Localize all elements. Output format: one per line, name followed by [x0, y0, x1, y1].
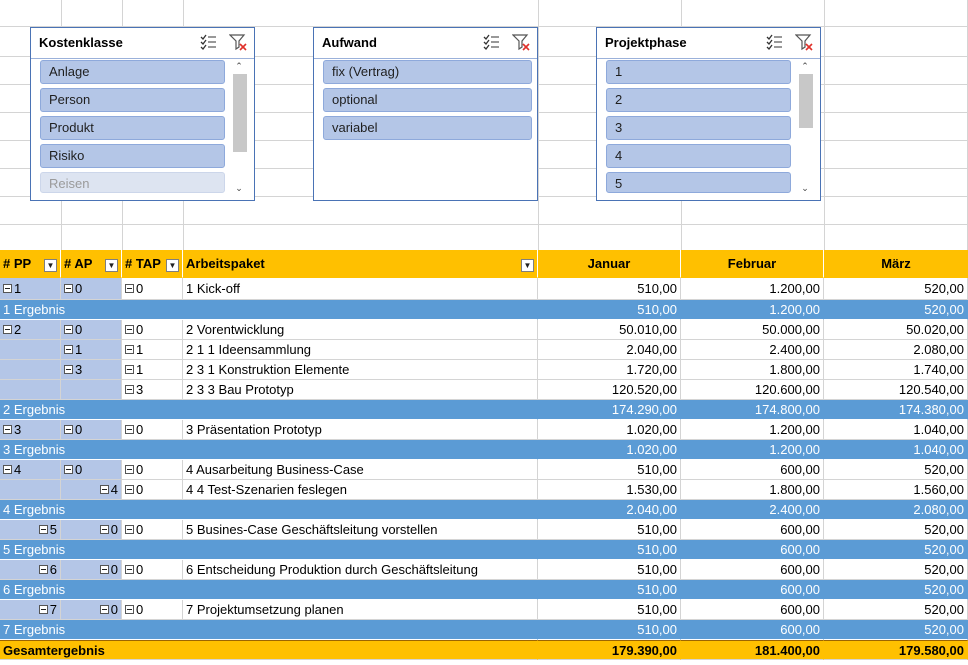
table-row	[0, 380, 968, 400]
subtotal-row	[0, 300, 968, 320]
row-value-feb: 600,00	[681, 600, 824, 620]
collapse-icon[interactable]	[125, 385, 134, 394]
clear-filter-icon[interactable]	[795, 33, 813, 51]
collapse-icon[interactable]	[100, 565, 109, 574]
row-ap-value: 0	[75, 281, 83, 296]
subtotal-mar: 2.080,00	[824, 500, 968, 520]
row-pp-cell[interactable]	[0, 278, 61, 300]
row-ap-cell[interactable]	[61, 420, 122, 440]
slicer-item-4[interactable]: 4	[606, 144, 791, 168]
subtotal-row	[0, 580, 968, 600]
collapse-icon[interactable]	[64, 325, 73, 334]
row-tap-value: 0	[136, 462, 144, 477]
subtotal-mar: 1.040,00	[824, 440, 968, 460]
subtotal-label: 1 Ergebnis	[0, 300, 538, 320]
row-ap-value: 0	[110, 522, 118, 537]
collapse-icon[interactable]	[64, 365, 73, 374]
subtotal-jan: 1.020,00	[538, 440, 681, 460]
table-row	[0, 360, 968, 380]
row-value-mar: 2.080,00	[824, 340, 968, 360]
collapse-icon[interactable]	[125, 485, 134, 494]
row-tap-value: 0	[136, 322, 144, 337]
row-value-feb: 50.000,00	[681, 320, 824, 340]
collapse-icon[interactable]	[125, 565, 134, 574]
table-row	[0, 520, 968, 540]
row-value-mar: 520,00	[824, 278, 968, 300]
row-arbeitspaket: 2 1 1 Ideensammlung	[183, 340, 538, 360]
filter-dropdown-icon[interactable]: ▼	[105, 259, 118, 272]
header-pp[interactable]	[0, 250, 61, 278]
subtotal-row	[0, 440, 968, 460]
subtotal-mar: 520,00	[824, 580, 968, 600]
subtotal-label: 5 Ergebnis	[0, 540, 538, 560]
row-arbeitspaket: 1 Kick-off	[183, 278, 538, 300]
filter-dropdown-icon[interactable]: ▼	[44, 259, 57, 272]
row-value-jan: 2.040,00	[538, 340, 681, 360]
row-value-jan: 1.720,00	[538, 360, 681, 380]
grand-total-label: Gesamtergebnis	[0, 640, 538, 660]
row-pp-cell[interactable]	[0, 340, 61, 360]
subtotal-feb: 2.400,00	[681, 500, 824, 520]
row-ap-cell[interactable]	[61, 340, 122, 360]
scroll-up-icon[interactable]: ⌃	[801, 61, 809, 71]
header-tap-label: # TAP	[125, 256, 161, 271]
row-tap-value: 0	[136, 281, 144, 296]
row-tap-cell[interactable]	[122, 380, 183, 400]
row-tap-value: 0	[136, 482, 144, 497]
header-tap[interactable]	[122, 250, 183, 278]
row-value-jan: 50.010,00	[538, 320, 681, 340]
slicer-item-produkt[interactable]: Produkt	[40, 116, 225, 140]
row-value-feb: 600,00	[681, 560, 824, 580]
subtotal-feb: 1.200,00	[681, 440, 824, 460]
row-arbeitspaket: 2 Vorentwicklung	[183, 320, 538, 340]
subtotal-jan: 510,00	[538, 300, 681, 320]
subtotal-feb: 174.800,00	[681, 400, 824, 420]
table-row	[0, 340, 968, 360]
row-ap-cell[interactable]	[61, 460, 122, 480]
row-value-feb: 1.800,00	[681, 360, 824, 380]
row-tap-cell[interactable]	[122, 320, 183, 340]
subtotal-feb: 600,00	[681, 580, 824, 600]
row-ap-cell[interactable]	[61, 600, 122, 620]
collapse-icon[interactable]	[3, 425, 12, 434]
row-value-jan: 120.520,00	[538, 380, 681, 400]
row-arbeitspaket: 3 Präsentation Prototyp	[183, 420, 538, 440]
filter-dropdown-icon[interactable]: ▼	[166, 259, 179, 272]
slicer-header	[314, 28, 537, 59]
row-arbeitspaket: 7 Projektumsetzung planen	[183, 600, 538, 620]
row-value-mar: 120.540,00	[824, 380, 968, 400]
row-arbeitspaket: 4 4 Test-Szenarien feslegen	[183, 480, 538, 500]
header-januar: Januar	[538, 250, 681, 278]
row-ap-cell[interactable]	[61, 380, 122, 400]
grand-total-mar: 179.580,00	[824, 640, 968, 660]
table-row	[0, 480, 968, 500]
row-tap-cell[interactable]	[122, 360, 183, 380]
scroll-down-icon[interactable]: ⌄	[801, 183, 809, 193]
grid-line	[824, 0, 825, 250]
grand-total-row	[0, 640, 968, 660]
row-tap-value: 0	[136, 562, 144, 577]
table-row	[0, 420, 968, 440]
row-pp-cell[interactable]	[0, 420, 61, 440]
row-value-jan: 1.530,00	[538, 480, 681, 500]
row-pp-value: 2	[14, 322, 22, 337]
subtotal-mar: 520,00	[824, 540, 968, 560]
subtotal-feb: 600,00	[681, 540, 824, 560]
collapse-icon[interactable]	[125, 365, 134, 374]
row-ap-value: 1	[75, 342, 83, 357]
filter-dropdown-icon[interactable]: ▼	[521, 259, 534, 272]
row-pp-value: 6	[49, 562, 57, 577]
row-value-feb: 120.600,00	[681, 380, 824, 400]
collapse-icon[interactable]	[39, 525, 48, 534]
row-value-jan: 510,00	[538, 520, 681, 540]
row-ap-cell[interactable]	[61, 278, 122, 300]
row-value-jan: 1.020,00	[538, 420, 681, 440]
row-value-feb: 600,00	[681, 520, 824, 540]
row-tap-value: 0	[136, 522, 144, 537]
row-ap-cell[interactable]	[61, 480, 122, 500]
slicer-scrollbar[interactable]	[796, 60, 814, 194]
collapse-icon[interactable]	[100, 525, 109, 534]
grand-total-feb: 181.400,00	[681, 640, 824, 660]
row-ap-value: 0	[110, 602, 118, 617]
slicer-aufwand[interactable]	[313, 27, 538, 201]
header-ap-label: # AP	[64, 256, 93, 271]
subtotal-feb: 1.200,00	[681, 300, 824, 320]
header-pp-label: # PP	[3, 256, 32, 271]
row-ap-value: 0	[75, 462, 83, 477]
slicer-header	[597, 28, 820, 59]
row-pp-cell[interactable]	[0, 560, 61, 580]
row-tap-cell[interactable]	[122, 600, 183, 620]
row-value-feb: 1.200,00	[681, 278, 824, 300]
row-pp-cell[interactable]	[0, 480, 61, 500]
row-value-feb: 2.400,00	[681, 340, 824, 360]
subtotal-label: 2 Ergebnis	[0, 400, 538, 420]
grand-total-jan: 179.390,00	[538, 640, 681, 660]
subtotal-label: 3 Ergebnis	[0, 440, 538, 460]
row-tap-cell[interactable]	[122, 340, 183, 360]
slicer-projektphase[interactable]	[596, 27, 821, 201]
collapse-icon[interactable]	[64, 284, 73, 293]
row-value-feb: 1.800,00	[681, 480, 824, 500]
collapse-icon[interactable]	[3, 284, 12, 293]
slicer-scrollbar[interactable]	[230, 60, 248, 194]
subtotal-feb: 600,00	[681, 620, 824, 640]
clear-filter-icon[interactable]	[229, 33, 247, 51]
row-pp-value: 1	[14, 281, 22, 296]
row-value-jan: 510,00	[538, 600, 681, 620]
row-pp-cell[interactable]	[0, 460, 61, 480]
subtotal-row	[0, 400, 968, 420]
slicer-item-risiko[interactable]: Risiko	[40, 144, 225, 168]
row-value-mar: 1.740,00	[824, 360, 968, 380]
row-pp-cell[interactable]	[0, 600, 61, 620]
subtotal-label: 4 Ergebnis	[0, 500, 538, 520]
row-pp-value: 7	[49, 602, 57, 617]
slicer-item-optional[interactable]: optional	[323, 88, 532, 112]
subtotal-row	[0, 620, 968, 640]
row-value-jan: 510,00	[538, 278, 681, 300]
scroll-down-icon[interactable]: ⌄	[235, 183, 243, 193]
slicer-item-1[interactable]: 1	[606, 60, 791, 84]
table-row	[0, 460, 968, 480]
row-value-mar: 520,00	[824, 600, 968, 620]
row-ap-value: 4	[110, 482, 118, 497]
row-ap-value: 3	[75, 362, 83, 377]
table-row	[0, 600, 968, 620]
collapse-icon[interactable]	[64, 425, 73, 434]
row-ap-value: 0	[75, 422, 83, 437]
collapse-icon[interactable]	[39, 605, 48, 614]
collapse-icon[interactable]	[100, 485, 109, 494]
scroll-thumb[interactable]	[799, 74, 813, 128]
collapse-icon[interactable]	[125, 425, 134, 434]
table-row	[0, 278, 968, 300]
slicer-item-3[interactable]: 3	[606, 116, 791, 140]
collapse-icon[interactable]	[64, 465, 73, 474]
collapse-icon[interactable]	[3, 465, 12, 474]
scroll-thumb[interactable]	[233, 74, 247, 152]
row-value-mar: 50.020,00	[824, 320, 968, 340]
collapse-icon[interactable]	[39, 565, 48, 574]
subtotal-jan: 510,00	[538, 620, 681, 640]
row-ap-cell[interactable]	[61, 320, 122, 340]
slicer-title: Kostenklasse	[39, 35, 123, 50]
collapse-icon[interactable]	[3, 325, 12, 334]
collapse-icon[interactable]	[100, 605, 109, 614]
row-tap-cell[interactable]	[122, 480, 183, 500]
row-tap-value: 1	[136, 362, 144, 377]
slicer-item-fix[interactable]: fix (Vertrag)	[323, 60, 532, 84]
collapse-icon[interactable]	[125, 345, 134, 354]
row-arbeitspaket: 2 3 3 Bau Prototyp	[183, 380, 538, 400]
collapse-icon[interactable]	[125, 465, 134, 474]
row-ap-value: 0	[75, 322, 83, 337]
pivot-header-row	[0, 250, 968, 278]
collapse-icon[interactable]	[125, 525, 134, 534]
multiselect-icon[interactable]	[765, 33, 783, 51]
subtotal-jan: 510,00	[538, 540, 681, 560]
row-tap-cell[interactable]	[122, 520, 183, 540]
row-tap-cell[interactable]	[122, 460, 183, 480]
row-ap-cell[interactable]	[61, 520, 122, 540]
slicer-header	[31, 28, 254, 59]
clear-filter-icon[interactable]	[512, 33, 530, 51]
multiselect-icon[interactable]	[199, 33, 217, 51]
header-februar: Februar	[681, 250, 824, 278]
row-value-feb: 600,00	[681, 460, 824, 480]
slicer-title: Aufwand	[322, 35, 377, 50]
collapse-icon[interactable]	[64, 345, 73, 354]
slicer-item-person[interactable]: Person	[40, 88, 225, 112]
collapse-icon[interactable]	[125, 325, 134, 334]
slicer-kostenklasse[interactable]	[30, 27, 255, 201]
row-tap-cell[interactable]	[122, 420, 183, 440]
row-pp-value: 4	[14, 462, 22, 477]
row-tap-cell[interactable]	[122, 560, 183, 580]
row-value-mar: 1.040,00	[824, 420, 968, 440]
subtotal-jan: 2.040,00	[538, 500, 681, 520]
row-ap-value: 0	[110, 562, 118, 577]
slicer-item-anlage[interactable]: Anlage	[40, 60, 225, 84]
subtotal-label: 6 Ergebnis	[0, 580, 538, 600]
row-pp-cell[interactable]	[0, 320, 61, 340]
collapse-icon[interactable]	[125, 605, 134, 614]
row-pp-value: 3	[14, 422, 22, 437]
subtotal-row	[0, 540, 968, 560]
row-tap-value: 1	[136, 342, 144, 357]
header-ap[interactable]	[61, 250, 122, 278]
header-arbeitspaket[interactable]	[183, 250, 538, 278]
row-pp-cell[interactable]	[0, 520, 61, 540]
subtotal-mar: 520,00	[824, 620, 968, 640]
row-tap-value: 0	[136, 422, 144, 437]
row-value-mar: 520,00	[824, 560, 968, 580]
row-arbeitspaket: 5 Busines-Case Geschäftsleitung vorstellen	[183, 520, 538, 540]
multiselect-icon[interactable]	[482, 33, 500, 51]
row-pp-cell[interactable]	[0, 380, 61, 400]
subtotal-row	[0, 500, 968, 520]
row-value-mar: 520,00	[824, 520, 968, 540]
subtotal-jan: 510,00	[538, 580, 681, 600]
row-tap-cell[interactable]	[122, 278, 183, 300]
subtotal-jan: 174.290,00	[538, 400, 681, 420]
slicer-item-2[interactable]: 2	[606, 88, 791, 112]
header-maerz: März	[824, 250, 968, 278]
row-arbeitspaket: 6 Entscheidung Produktion durch Geschäftsleitung	[183, 560, 538, 580]
row-value-feb: 1.200,00	[681, 420, 824, 440]
row-ap-cell[interactable]	[61, 360, 122, 380]
row-pp-value: 5	[49, 522, 57, 537]
slicer-title: Projektphase	[605, 35, 687, 50]
row-value-jan: 510,00	[538, 460, 681, 480]
row-arbeitspaket: 4 Ausarbeitung Business-Case	[183, 460, 538, 480]
grid-line	[0, 224, 968, 225]
row-arbeitspaket: 2 3 1 Konstruktion Elemente	[183, 360, 538, 380]
table-row	[0, 560, 968, 580]
subtotal-mar: 520,00	[824, 300, 968, 320]
collapse-icon[interactable]	[125, 284, 134, 293]
row-value-mar: 1.560,00	[824, 480, 968, 500]
row-tap-value: 0	[136, 602, 144, 617]
slicer-item-5[interactable]: 5	[606, 172, 791, 193]
table-row	[0, 320, 968, 340]
slicer-item-variabel[interactable]: variabel	[323, 116, 532, 140]
row-pp-cell[interactable]	[0, 360, 61, 380]
row-value-jan: 510,00	[538, 560, 681, 580]
row-ap-cell[interactable]	[61, 560, 122, 580]
row-tap-value: 3	[136, 382, 144, 397]
grid-line	[538, 0, 539, 250]
row-value-mar: 520,00	[824, 460, 968, 480]
header-arbeitspaket-label: Arbeitspaket	[186, 256, 265, 271]
subtotal-label: 7 Ergebnis	[0, 620, 538, 640]
scroll-up-icon[interactable]: ⌃	[235, 61, 243, 71]
subtotal-mar: 174.380,00	[824, 400, 968, 420]
slicer-item-reisen[interactable]: Reisen	[40, 172, 225, 193]
